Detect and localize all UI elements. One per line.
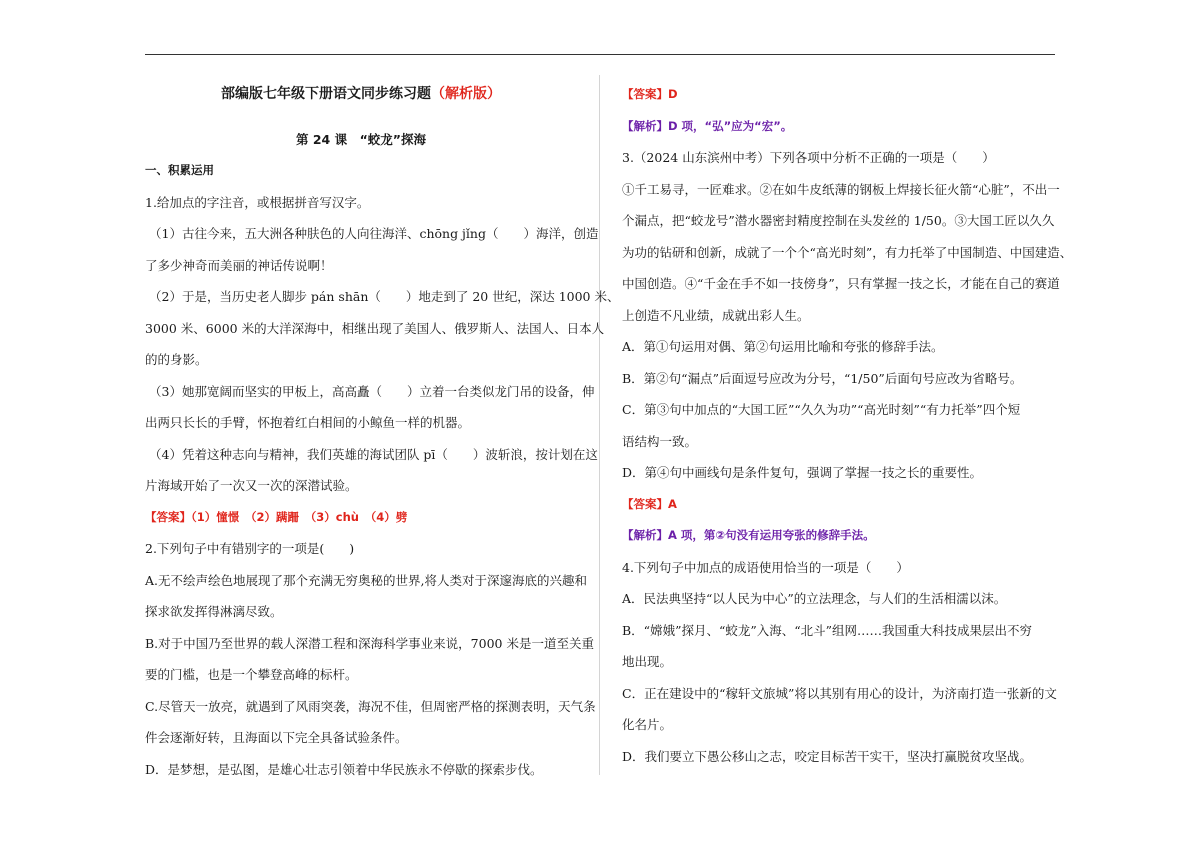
q4-line: D．我们要立下愚公移山之志，咬定目标苦干实干，坚决打赢脱贫攻坚战。 (622, 748, 1033, 764)
q1-line: 出两只长长的手臂，怀抱着红白相间的小鲸鱼一样的机器。 (145, 415, 471, 430)
q4-line: 化名片。 (622, 717, 673, 732)
q1-line: 1.给加点的字注音，或根据拼音写汉字。 (145, 194, 370, 210)
q2-line: D．是梦想，是弘图，是雄心壮志引领着中华民族永不停歇的探索步伐。 (145, 761, 543, 777)
q3-line: 3.（2024 山东滨州中考）下列各项中分析不正确的一项是（ ） (622, 150, 995, 165)
left-column (145, 79, 620, 785)
q1-line: （1）古往今来，五大洲各种肤色的人向往海洋、chōng jǐng（ ）海洋，创造 (149, 226, 599, 241)
explanation-3: 【解析】A 项，第②句没有运用夸张的修辞手法。 (622, 528, 875, 542)
q3-line: C．第③句中加点的“大国工匠”“久久为功”“高光时刻”“有力托举”四个短 (622, 402, 1021, 417)
q4-line: B．“嫦娥”探月、“蛟龙”入海、“北斗”组网……我国重大科技成果层出不穷 (622, 622, 1033, 638)
section-heading: 一、积累运用 (145, 163, 214, 177)
q1-line: （2）于是，当历史老人脚步 pán shān（ ）地走到了 20 世纪，深达 1000 米、 (149, 289, 620, 304)
answer-3: 【答案】A (622, 496, 677, 511)
q4-line: 4.下列句子中加点的成语使用恰当的一项是（ ） (622, 559, 909, 575)
q3-line: B．第②句“漏点”后面逗号应改为分号，“1/50”后面句号应改为省略号。 (622, 370, 1023, 386)
header-rule (145, 54, 1055, 55)
answer-2: 【答案】D (622, 87, 678, 101)
q2-line: A.无不绘声绘色地展现了那个充满无穷奥秘的世界,将人类对于深邃海底的兴趣和 (145, 572, 587, 588)
q1-line: 3000 米、6000 米的大洋深海中，相继出现了美国人、俄罗斯人、法国人、日本人 (145, 320, 605, 336)
q3-line: 中国创造。④“千金在手不如一技傍身”，只有掌握一技之长，才能在自己的赛道 (622, 276, 1060, 291)
q3-line: D．第④句中画线句是条件复句，强调了掌握一技之长的重要性。 (622, 465, 983, 480)
answer-1: 【答案】（1）憧憬 （2）蹒跚 （3）chù （4）劈 (145, 509, 408, 524)
q1-line: 了多少神奇而美丽的神话传说啊！ (145, 257, 333, 273)
q2-line: 要的门槛，也是一个攀登高峰的标杆。 (145, 667, 358, 682)
q2-line: C.尽管天一放亮，就遇到了风雨突袭，海况不佳，但周密严格的探测表明，天气条 (145, 698, 596, 714)
q1-line: 的的身影。 (145, 352, 208, 367)
q3-line: 语结构一致。 (622, 433, 698, 449)
q3-line: ①千工易寻，一匠难求。②在如牛皮纸薄的钢板上焊接长征火箭“心脏”，不出一 (622, 181, 1060, 197)
q3-line: 为功的钻研和创新，成就了一个个“高光时刻”，有力托举了中国制造、中国建造、 (622, 244, 1073, 260)
q1-line: （3）她那宽阔而坚实的甲板上，高高矗（ ）立着一台类似龙门吊的设备，伸 (149, 383, 595, 399)
q2-line: B.对于中国乃至世界的载人深潜工程和深海科学事业来说，7000 米是一道至关重 (145, 635, 594, 651)
explanation-2: 【解析】D 项，“弘”应为“宏”。 (622, 118, 793, 133)
q2-line: 2.下列句子中有错别字的一项是( ) (145, 541, 355, 556)
q4-line: 地出现。 (622, 654, 673, 669)
title-suffix: （解析版） (431, 86, 501, 102)
q2-line: 探求欲发挥得淋漓尽致。 (145, 604, 283, 619)
q1-line: （4）凭着这种志向与精神，我们英雄的海试团队 pī（ ）波斩浪，按计划在这 (149, 446, 598, 462)
q1-line: 片海域开始了一次又一次的深潜试验。 (145, 478, 358, 493)
q4-line: A．民法典坚持“以人民为中心”的立法理念，与人们的生活相濡以沫。 (622, 591, 1007, 606)
lesson-subtitle: 第 24 课 “蛟龙”探海 (295, 131, 427, 147)
page-title (145, 79, 577, 124)
q2-line: 件会逐渐好转，且海面以下完全具备试验条件。 (145, 730, 408, 745)
q4-line: C．正在建设中的“稼轩文旅城”将以其别有用心的设计，为济南打造一张新的文 (622, 685, 1057, 701)
right-column (622, 79, 1073, 772)
column-divider (599, 75, 600, 775)
title-text: 部编版七年级下册语文同步练习题 (221, 86, 431, 102)
q3-line: 上创造不凡业绩，成就出彩人生。 (622, 307, 810, 323)
q3-line: 个漏点，把“蛟龙号”潜水器密封精度控制在头发丝的 1/50。③大国工匠以久久 (622, 213, 1055, 228)
q3-line: A．第①句运用对偶、第②句运用比喻和夸张的修辞手法。 (622, 339, 944, 354)
